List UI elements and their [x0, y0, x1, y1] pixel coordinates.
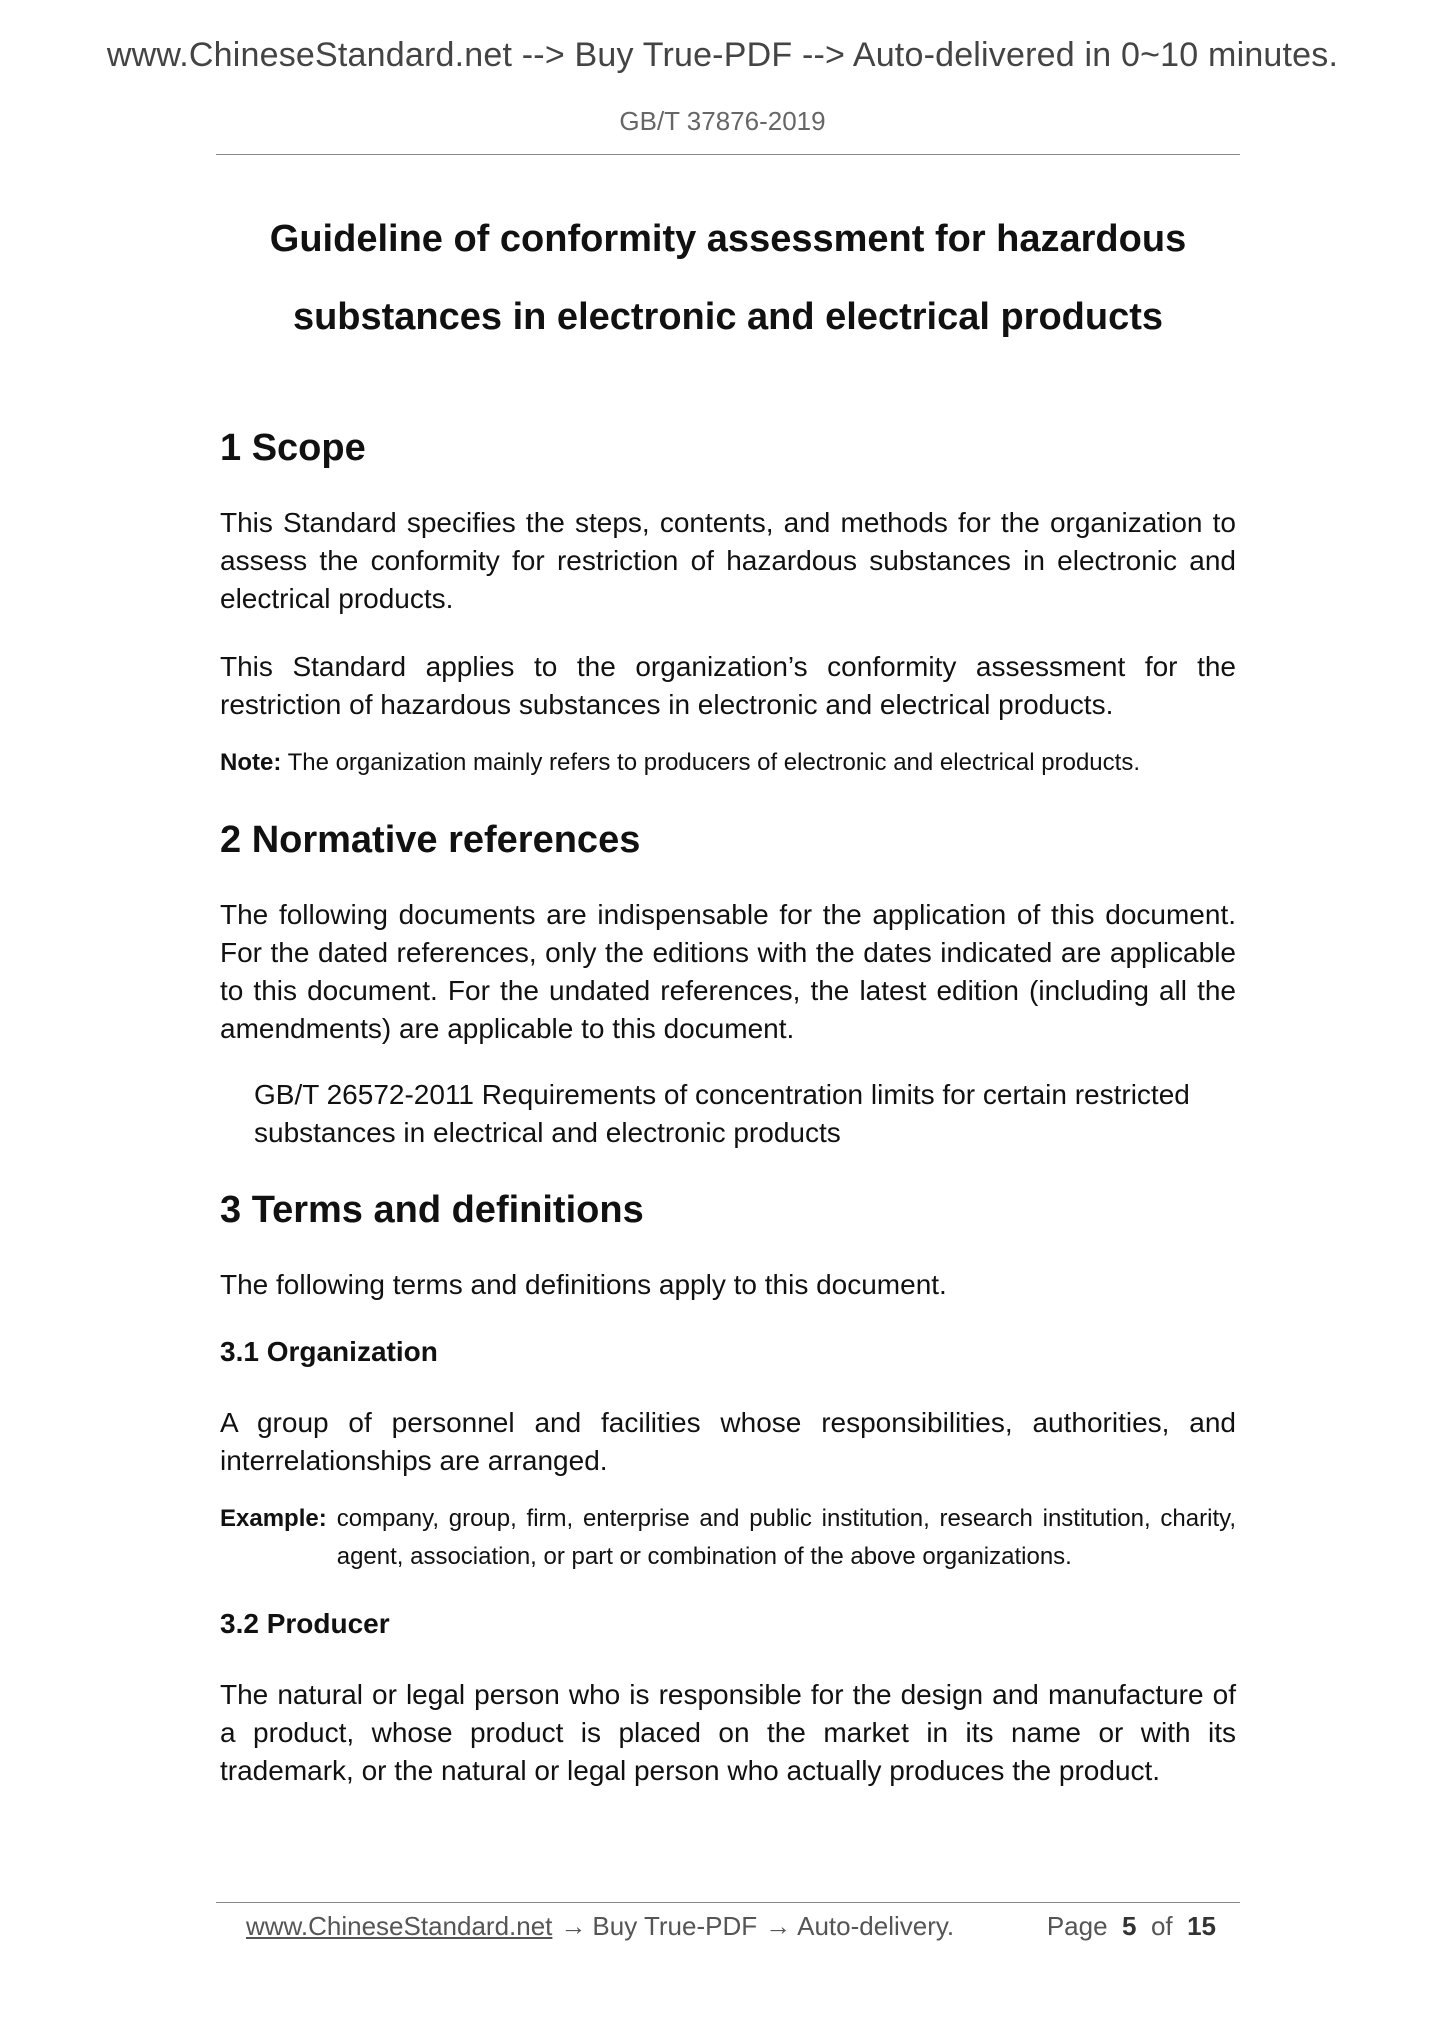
- scope-paragraph-1: This Standard specifies the steps, contents, and methods for the organization to assess the conformity for restriction of hazardous substances in electronic and electrical products.: [220, 507, 1236, 614]
- terms-intro: The following terms and definitions apply to this document.: [220, 1269, 947, 1300]
- header-divider: [216, 154, 1240, 155]
- footer-delivery-text: Auto-delivery.: [797, 1910, 955, 1941]
- document-title: [180, 200, 1276, 356]
- page-number: 5: [1122, 1910, 1137, 1941]
- title-line-1: Guideline of conformity assessment for hazardous: [269, 218, 1187, 260]
- example-label: Example:: [220, 1505, 327, 1532]
- page-indicator: [1047, 1911, 1216, 1942]
- section-3-heading: 3 Terms and definitions: [220, 1189, 644, 1231]
- page-footer: [246, 1906, 1216, 1946]
- arrow-right-icon: →: [560, 1910, 587, 1941]
- reference-item: GB/T 26572-2011 Requirements of concentration limits for certain restricted substances in electrical and electronic products: [254, 1079, 1190, 1148]
- footer-buy-text: Buy True-PDF: [592, 1910, 758, 1941]
- banner-text: www.ChineseStandard.net --> Buy True-PDF --> Auto-delivered in 0~10 minutes.: [106, 36, 1339, 74]
- scope-note: [220, 744, 1236, 782]
- term-3-1-definition: A group of personnel and facilities whose responsibilities, authorities, and interrelationships are arranged.: [220, 1407, 1236, 1476]
- page-content: [220, 200, 1236, 1790]
- term-3-1-heading: 3.1 Organization: [220, 1336, 438, 1367]
- note-text: The organization mainly refers to producers of electronic and electrical products.: [281, 749, 1140, 776]
- term-3-1-example: [220, 1500, 1236, 1576]
- title-line-2: substances in electronic and electrical products: [292, 296, 1164, 338]
- document-id: GB/T 37876-2019: [619, 106, 826, 136]
- scope-paragraph-2: This Standard applies to the organization’s conformity assessment for the restriction of hazardous substances in electronic and electrical products.: [220, 651, 1236, 720]
- term-3-2-definition: The natural or legal person who is responsible for the design and manufacture of a product, whose product is placed on the market in its name or with its trademark, or the natural or legal person who actually produces the product.: [220, 1679, 1236, 1786]
- section-1-heading: 1 Scope: [220, 427, 366, 469]
- references-paragraph: The following documents are indispensable for the application of this document. For the dated references, only the editions with the dates indicated are applicable to this document. For the undated references, the latest edition (including all the amendments) are applicable to this document.: [220, 899, 1236, 1044]
- page-total: 15: [1187, 1910, 1216, 1941]
- page-of-label: of: [1150, 1910, 1173, 1941]
- note-label: Note:: [220, 749, 282, 776]
- footer-website-link[interactable]: www.ChineseStandard.net: [246, 1910, 553, 1941]
- page-label: Page: [1046, 1910, 1108, 1941]
- example-text: company, group, firm, enterprise and public institution, research institution, charity, agent, association, or part or combination of the above organizations.: [336, 1505, 1236, 1570]
- term-3-2-heading: 3.2 Producer: [220, 1608, 390, 1639]
- arrow-right-icon: →: [765, 1910, 792, 1941]
- section-2-heading: 2 Normative references: [220, 819, 641, 861]
- footer-divider: [216, 1902, 1240, 1903]
